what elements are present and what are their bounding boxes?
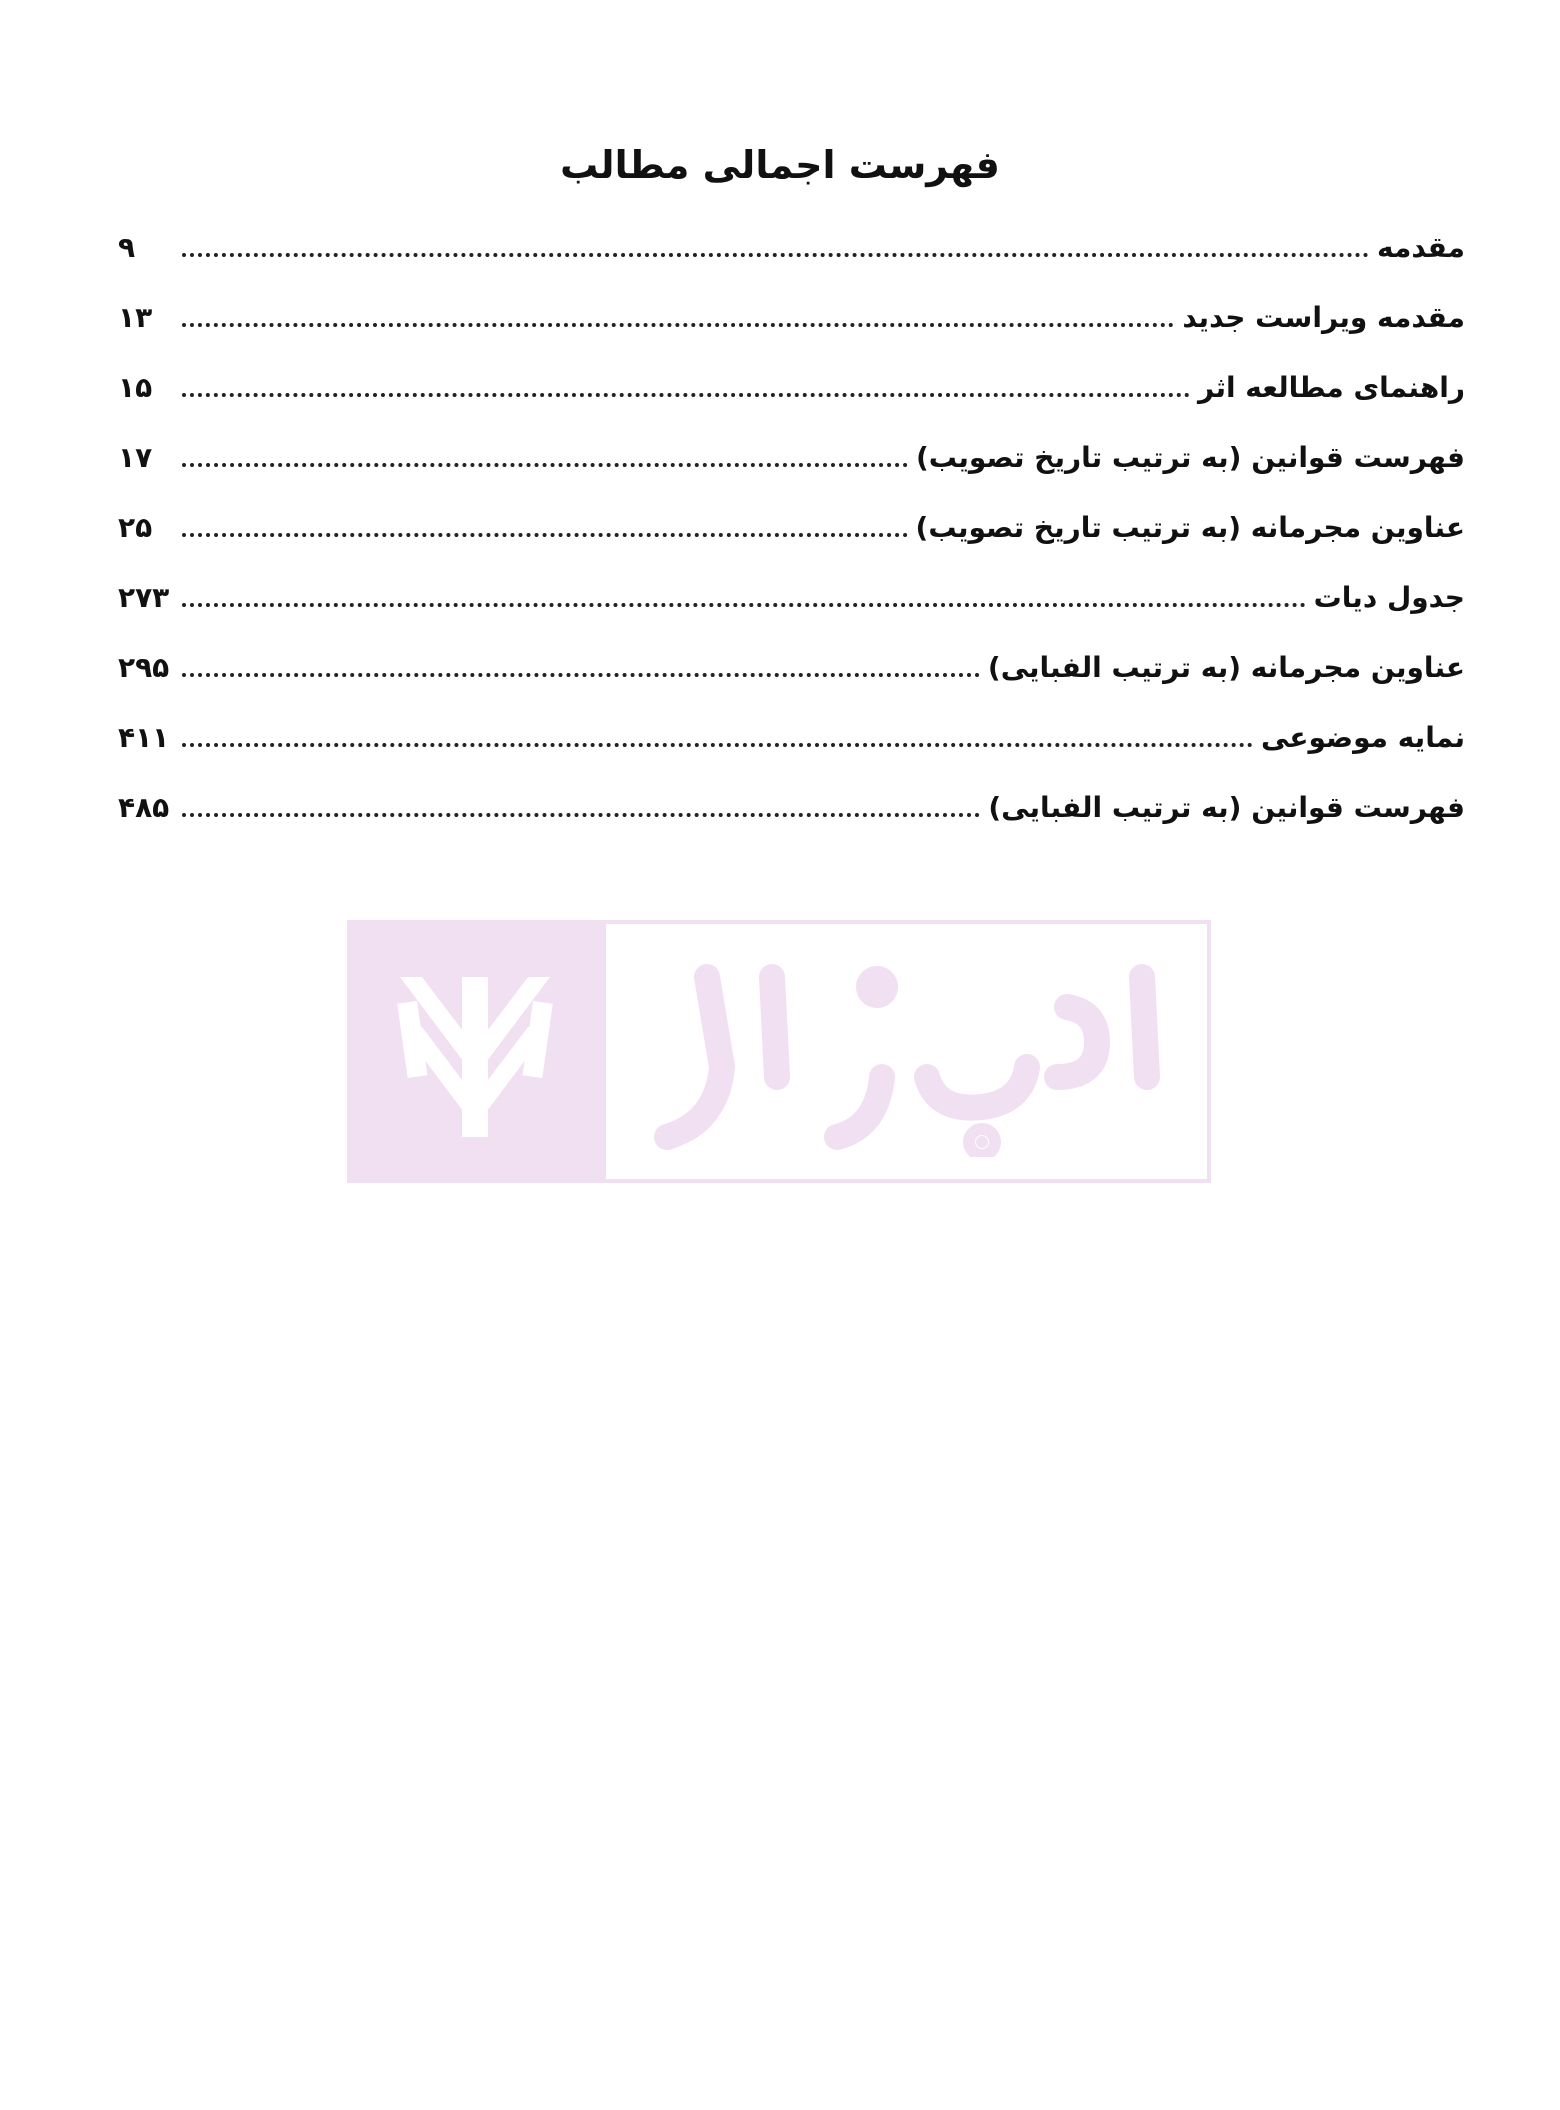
- toc-entry-page: ۱۷: [118, 440, 153, 474]
- dadbazar-logo-icon: [347, 920, 602, 1183]
- toc-entry-reading-guide: [118, 352, 1465, 422]
- dot-leader: [182, 533, 908, 537]
- toc-entry-title: عناوین مجرمانه (به ترتیب تاریخ تصویب): [915, 510, 1465, 544]
- toc-entry-title: مقدمه: [1377, 230, 1465, 264]
- toc-entry-page: ۹: [118, 230, 136, 264]
- dot-leader: [182, 743, 1253, 747]
- toc-entry-page: ۲۵: [118, 510, 153, 544]
- toc-entry-page: ۲۹۵: [118, 650, 170, 684]
- table-of-contents: [118, 212, 1465, 842]
- page-title: فهرست اجمالی مطالب: [560, 143, 1000, 187]
- watermark-wordmark: [627, 947, 1187, 1157]
- toc-entry-subject-index: [118, 702, 1465, 772]
- toc-entry-title: نمایه موضوعی: [1261, 720, 1465, 754]
- dot-leader: [182, 323, 1174, 327]
- toc-entry-title: جدول دیات: [1313, 580, 1465, 614]
- toc-entry-title: فهرست قوانین (به ترتیب تاریخ تصویب): [915, 440, 1465, 474]
- toc-entry-offences-by-date: [118, 492, 1465, 562]
- toc-entry-title: فهرست قوانین (به ترتیب الفبایی): [988, 790, 1465, 824]
- logo-shape: [390, 957, 560, 1147]
- watermark-text-box: [602, 920, 1211, 1183]
- toc-entry-laws-by-date: [118, 422, 1465, 492]
- toc-entry-new-edition-introduction: [118, 282, 1465, 352]
- toc-entry-title: مقدمه ویراست جدید: [1182, 300, 1465, 334]
- toc-entry-offences-alphabetical: [118, 632, 1465, 702]
- toc-entry-title: عناوین مجرمانه (به ترتیب الفبایی): [987, 650, 1465, 684]
- toc-entry-page: ۴۱۱: [118, 720, 170, 754]
- watermark: [347, 920, 1211, 1183]
- dot-leader: [182, 463, 908, 467]
- toc-entry-diyat-table: [118, 562, 1465, 632]
- toc-entry-page: ۴۸۵: [118, 790, 170, 824]
- dot-leader: [182, 253, 1369, 257]
- dot-leader: [182, 673, 980, 677]
- toc-entry-page: ۲۷۳: [118, 580, 170, 614]
- dot-leader: [182, 393, 1190, 397]
- toc-entry-introduction: [118, 212, 1465, 282]
- dot-leader: [182, 813, 980, 817]
- dot-leader: [182, 603, 1306, 607]
- toc-entry-page: ۱۵: [118, 370, 153, 404]
- toc-entry-page: ۱۳: [118, 300, 153, 334]
- toc-entry-laws-alphabetical: [118, 772, 1465, 842]
- toc-entry-title: راهنمای مطالعه اثر: [1198, 370, 1465, 404]
